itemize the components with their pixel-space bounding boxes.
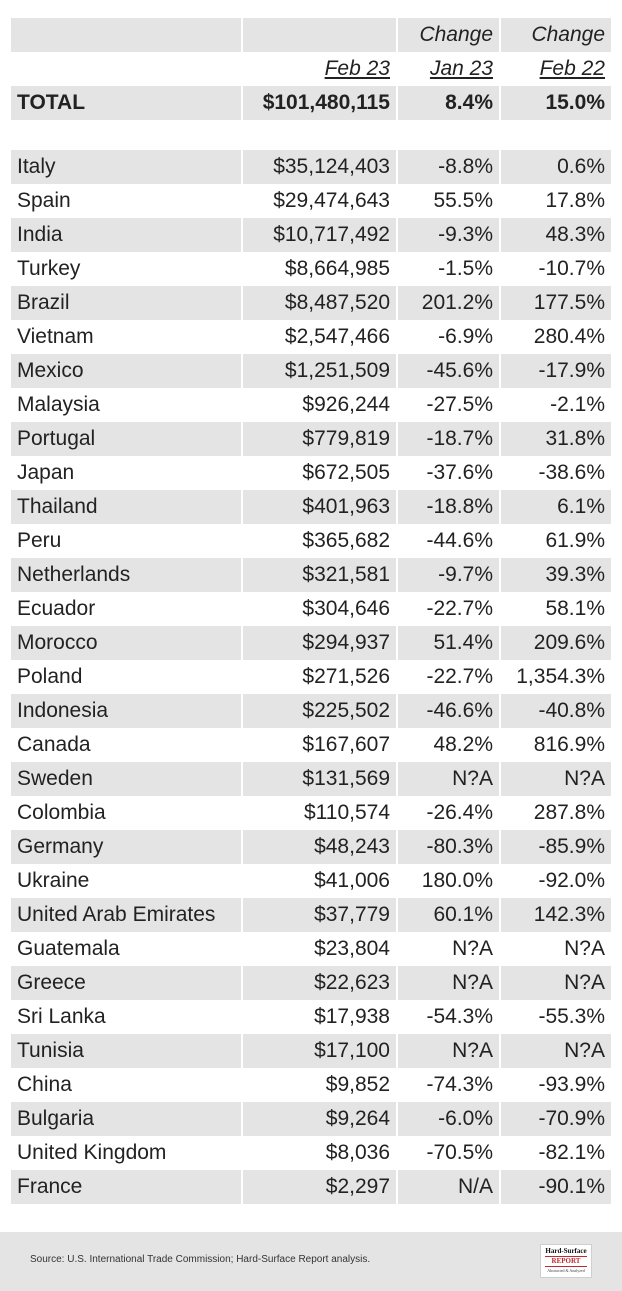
change-month-cell: -46.6% [398, 694, 501, 728]
table-row [11, 966, 611, 1000]
change-month-cell: -18.8% [398, 490, 501, 524]
change-month-cell: -37.6% [398, 456, 501, 490]
change-month-cell: -9.3% [398, 218, 501, 252]
change-month-cell: -22.7% [398, 660, 501, 694]
table-row [11, 728, 611, 762]
value-cell: $22,623 [243, 966, 398, 1000]
value-cell: $48,243 [243, 830, 398, 864]
change-year-cell: 6.1% [501, 490, 611, 524]
value-cell: $9,852 [243, 1068, 398, 1102]
table-row [11, 1136, 611, 1170]
total-label: TOTAL [11, 86, 243, 120]
change-year-cell: 816.9% [533, 733, 605, 756]
change-month-cell: -80.3% [398, 830, 501, 864]
change-month-cell: -70.5% [398, 1136, 501, 1170]
country-cell: Greece [11, 966, 243, 1000]
change-year-cell: -82.1% [538, 1141, 605, 1164]
country-cell: Mexico [11, 354, 243, 388]
change-year-cell: 17.8% [545, 189, 605, 212]
change-year-cell: -92.0% [538, 869, 605, 892]
table-row [11, 490, 611, 524]
header-empty-country-2 [11, 52, 243, 86]
value-cell: $2,297 [243, 1170, 398, 1204]
table-row [11, 218, 611, 252]
change-year-cell: -38.6% [538, 461, 605, 484]
table-row [11, 388, 611, 422]
table-row [11, 932, 611, 966]
table-row [11, 592, 611, 626]
value-cell: $294,937 [243, 626, 398, 660]
change-month-cell: N?A [398, 1034, 501, 1068]
country-cell: India [11, 218, 243, 252]
change-year-cell: 48.3% [501, 218, 611, 252]
table-row [11, 1102, 611, 1136]
value-cell: $110,574 [243, 796, 398, 830]
table-row [11, 694, 611, 728]
header-empty-country [11, 18, 243, 52]
source-note: Source: U.S. International Trade Commission; Hard-Surface Report analysis. [30, 1254, 371, 1265]
change-year-cell: -17.9% [501, 354, 611, 388]
table-row [11, 796, 611, 830]
value-cell: $401,963 [243, 490, 398, 524]
country-cell: Brazil [11, 286, 243, 320]
logo-line-1: Hard-Surface [545, 1247, 587, 1255]
change-year-cell: -85.9% [501, 830, 611, 864]
country-cell: Ukraine [11, 864, 243, 898]
value-cell: $35,124,403 [243, 150, 398, 184]
table-row [11, 184, 611, 218]
change-year-cell: -2.1% [550, 393, 605, 416]
value-cell: $8,487,520 [243, 286, 398, 320]
table-row [11, 524, 611, 558]
table-row [11, 286, 611, 320]
country-cell: Peru [11, 524, 243, 558]
change-year-cell: 58.1% [545, 597, 605, 620]
header-empty-value [243, 18, 398, 52]
change-month-cell: -74.3% [398, 1068, 501, 1102]
change-month-cell: -18.7% [398, 422, 501, 456]
country-cell: Indonesia [11, 694, 243, 728]
table-row [11, 354, 611, 388]
country-cell: Netherlands [11, 558, 243, 592]
change-month-cell: 55.5% [398, 184, 501, 218]
country-cell: Sweden [11, 762, 243, 796]
value-cell: $29,474,643 [243, 184, 398, 218]
table-row [11, 422, 611, 456]
header-row-change [11, 18, 611, 52]
country-cell: Guatemala [11, 932, 243, 966]
change-month-cell: -27.5% [398, 388, 501, 422]
change-year-cell: N?A [564, 937, 605, 960]
value-cell: $37,779 [243, 898, 398, 932]
change-month-cell: 180.0% [398, 864, 501, 898]
value-cell: $365,682 [243, 524, 398, 558]
country-cell: Malaysia [11, 388, 243, 422]
change-year-cell: -93.9% [538, 1073, 605, 1096]
change-year-cell: 177.5% [501, 286, 611, 320]
change-year-cell: -40.8% [501, 694, 611, 728]
value-cell: $17,100 [243, 1034, 398, 1068]
table-row [11, 1034, 611, 1068]
country-cell: Morocco [11, 626, 243, 660]
logo-line-3: Abstracted & Analyzed [547, 1268, 585, 1273]
table-row [11, 626, 611, 660]
header-row-dates [11, 52, 611, 86]
country-cell: Poland [11, 660, 243, 694]
country-cell: Canada [11, 728, 243, 762]
value-cell: $271,526 [243, 660, 398, 694]
value-cell: $131,569 [243, 762, 398, 796]
country-cell: Italy [11, 150, 243, 184]
change-year-cell: 142.3% [501, 898, 611, 932]
header-change-year: Change [501, 18, 611, 52]
change-month-cell: -45.6% [398, 354, 501, 388]
header-current-period: Feb 23 [243, 52, 398, 86]
change-month-cell: -8.8% [398, 150, 501, 184]
table-row [11, 864, 611, 898]
value-cell: $225,502 [243, 694, 398, 728]
change-month-cell: -6.0% [398, 1102, 501, 1136]
table-row [11, 1170, 611, 1204]
change-month-cell: -22.7% [398, 592, 501, 626]
change-month-cell: 60.1% [398, 898, 501, 932]
table-spacer [11, 120, 611, 150]
change-year-cell: 61.9% [545, 529, 605, 552]
country-cell: France [11, 1170, 243, 1204]
change-month-cell: 201.2% [398, 286, 501, 320]
table-row [11, 898, 611, 932]
change-month-cell: N/A [398, 1170, 501, 1204]
country-cell: Colombia [11, 796, 243, 830]
table-row [11, 252, 611, 286]
change-year-cell: 31.8% [501, 422, 611, 456]
country-cell: Turkey [11, 252, 243, 286]
change-month-cell: -6.9% [398, 320, 501, 354]
value-cell: $8,036 [243, 1136, 398, 1170]
country-cell: United Kingdom [11, 1136, 243, 1170]
value-cell: $2,547,466 [243, 320, 398, 354]
country-cell: Sri Lanka [11, 1000, 243, 1034]
header-change-month: Change [398, 18, 501, 52]
country-cell: Spain [11, 184, 243, 218]
table-row [11, 660, 611, 694]
change-month-cell: N?A [398, 932, 501, 966]
total-value: $101,480,115 [243, 86, 398, 120]
country-cell: Tunisia [11, 1034, 243, 1068]
import-table [11, 18, 611, 1204]
value-cell: $8,664,985 [243, 252, 398, 286]
change-year-cell: -55.3% [538, 1005, 605, 1028]
change-year-cell: 0.6% [501, 150, 611, 184]
value-cell: $672,505 [243, 456, 398, 490]
country-cell: Ecuador [11, 592, 243, 626]
change-month-cell: -54.3% [398, 1000, 501, 1034]
table-row [11, 320, 611, 354]
value-cell: $41,006 [243, 864, 398, 898]
change-year-cell: -70.9% [501, 1102, 611, 1136]
table-row [11, 1068, 611, 1102]
table-row [11, 150, 611, 184]
total-row [11, 86, 611, 120]
value-cell: $779,819 [243, 422, 398, 456]
change-year-cell: 280.4% [533, 325, 605, 348]
value-cell: $17,938 [243, 1000, 398, 1034]
country-cell: Portugal [11, 422, 243, 456]
hard-surface-report-logo [540, 1244, 592, 1278]
total-change-year: 15.0% [501, 86, 611, 120]
table-row [11, 1000, 611, 1034]
country-cell: China [11, 1068, 243, 1102]
country-cell: Vietnam [11, 320, 243, 354]
change-month-cell: 48.2% [398, 728, 501, 762]
change-year-cell: 39.3% [501, 558, 611, 592]
table-row [11, 830, 611, 864]
value-cell: $9,264 [243, 1102, 398, 1136]
value-cell: $10,717,492 [243, 218, 398, 252]
value-cell: $23,804 [243, 932, 398, 966]
change-month-cell: -26.4% [398, 796, 501, 830]
country-rows [11, 150, 611, 1204]
change-year-cell: N?A [501, 1034, 611, 1068]
change-year-cell: -10.7% [538, 257, 605, 280]
change-year-cell: 209.6% [501, 626, 611, 660]
table-row [11, 456, 611, 490]
header-prev-month: Jan 23 [398, 52, 501, 86]
change-month-cell: 51.4% [398, 626, 501, 660]
change-month-cell: N?A [398, 762, 501, 796]
change-year-cell: 287.8% [533, 801, 605, 824]
change-month-cell: N?A [398, 966, 501, 1000]
change-year-cell: N?A [501, 966, 611, 1000]
value-cell: $304,646 [243, 592, 398, 626]
footer [0, 1232, 622, 1291]
country-cell: United Arab Emirates [11, 898, 243, 932]
country-cell: Japan [11, 456, 243, 490]
header-prev-year: Feb 22 [539, 57, 605, 80]
change-year-cell: 1,354.3% [516, 665, 605, 688]
change-year-cell: -90.1% [501, 1170, 611, 1204]
value-cell: $321,581 [243, 558, 398, 592]
change-month-cell: -9.7% [398, 558, 501, 592]
value-cell: $926,244 [243, 388, 398, 422]
logo-line-2: REPORT [545, 1256, 587, 1267]
table-row [11, 762, 611, 796]
change-year-cell: N?A [501, 762, 611, 796]
total-change-month: 8.4% [398, 86, 501, 120]
change-month-cell: -44.6% [398, 524, 501, 558]
table-row [11, 558, 611, 592]
value-cell: $1,251,509 [243, 354, 398, 388]
country-cell: Germany [11, 830, 243, 864]
country-cell: Bulgaria [11, 1102, 243, 1136]
country-cell: Thailand [11, 490, 243, 524]
value-cell: $167,607 [243, 728, 398, 762]
change-month-cell: -1.5% [398, 252, 501, 286]
